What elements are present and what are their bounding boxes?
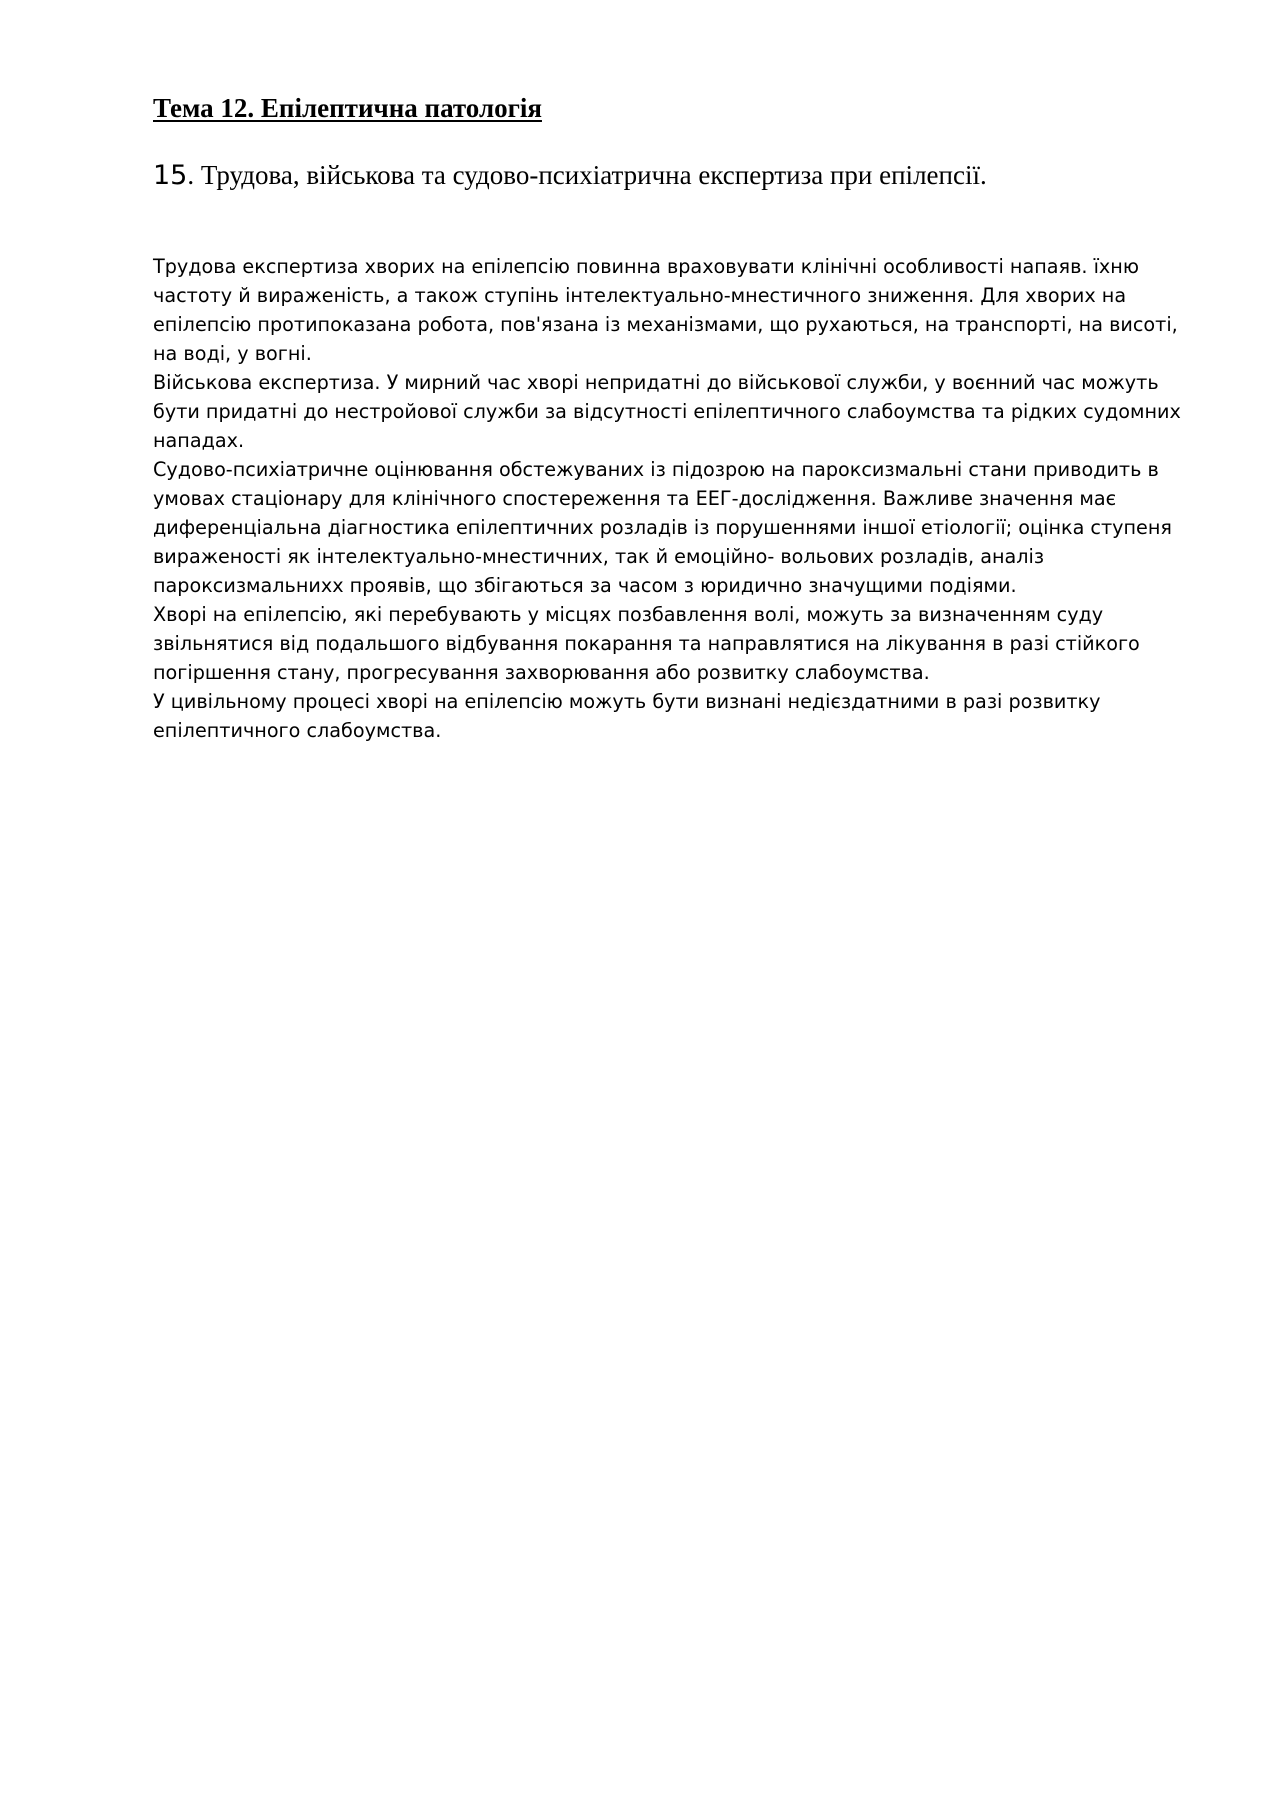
body-text bbox=[153, 252, 1193, 745]
paragraph-civil-process: У цивільному процесі хворі на епілепсію можуть бути визнані недієздатними в разі розвитку епілептичного слабоумства. bbox=[153, 690, 1101, 742]
question-title: . Трудова, військова та судово-психіатрична експертиза при епілепсії. bbox=[187, 160, 987, 190]
paragraph-labor-expertise: Трудова експертиза хворих на епілепсію повинна враховувати клінічні особливості напаяв. їхню частоту й вираженість, а також ступінь інтелектуально-мнестичного зниження. Для хворих на епілепсію протипоказана робота, пов'язана із механізмами, що рухаються, на транспорті, на висоті, на воді, у вогні. bbox=[153, 255, 1178, 365]
question-number: 15 bbox=[153, 160, 188, 191]
topic-title: Тема 12. Епілептична патологія bbox=[153, 93, 542, 123]
paragraph-forensic-psychiatric-assessment: Судово-психіатричне оцінювання обстежуваних із підозрою на пароксизмальні стани приводить в умовах стаціонару для клінічного спостереження та ЕЕГ-дослідження. Важливе значення має диференціальна діагностика епілептичних розладів із порушеннями іншої етіології; оцінка ступеня вираженості як інтелектуально-мнестичних, так й емоційно- вольових розладів, аналіз пароксизмальнихх проявів, що збігаються за часом з юридично значущими подіями. bbox=[153, 458, 1172, 597]
paragraph-release-from-punishment: Хворі на епілепсію, які перебувають у місцях позбавлення волі, можуть за визначенням суду звільнятися від подальшого відбування покарання та направлятися на лікування в разі стійкого погіршення стану, прогресування захворювання або розвитку слабоумства. bbox=[153, 603, 1140, 684]
paragraph-military-expertise: Військова експертиза. У мирний час хворі непридатні до військової служби, у воєнний час можуть бути придатні до нестройової служби за відсутності епілептичного слабоумства та рідких судомних нападах. bbox=[153, 371, 1181, 452]
question-heading bbox=[153, 160, 987, 191]
